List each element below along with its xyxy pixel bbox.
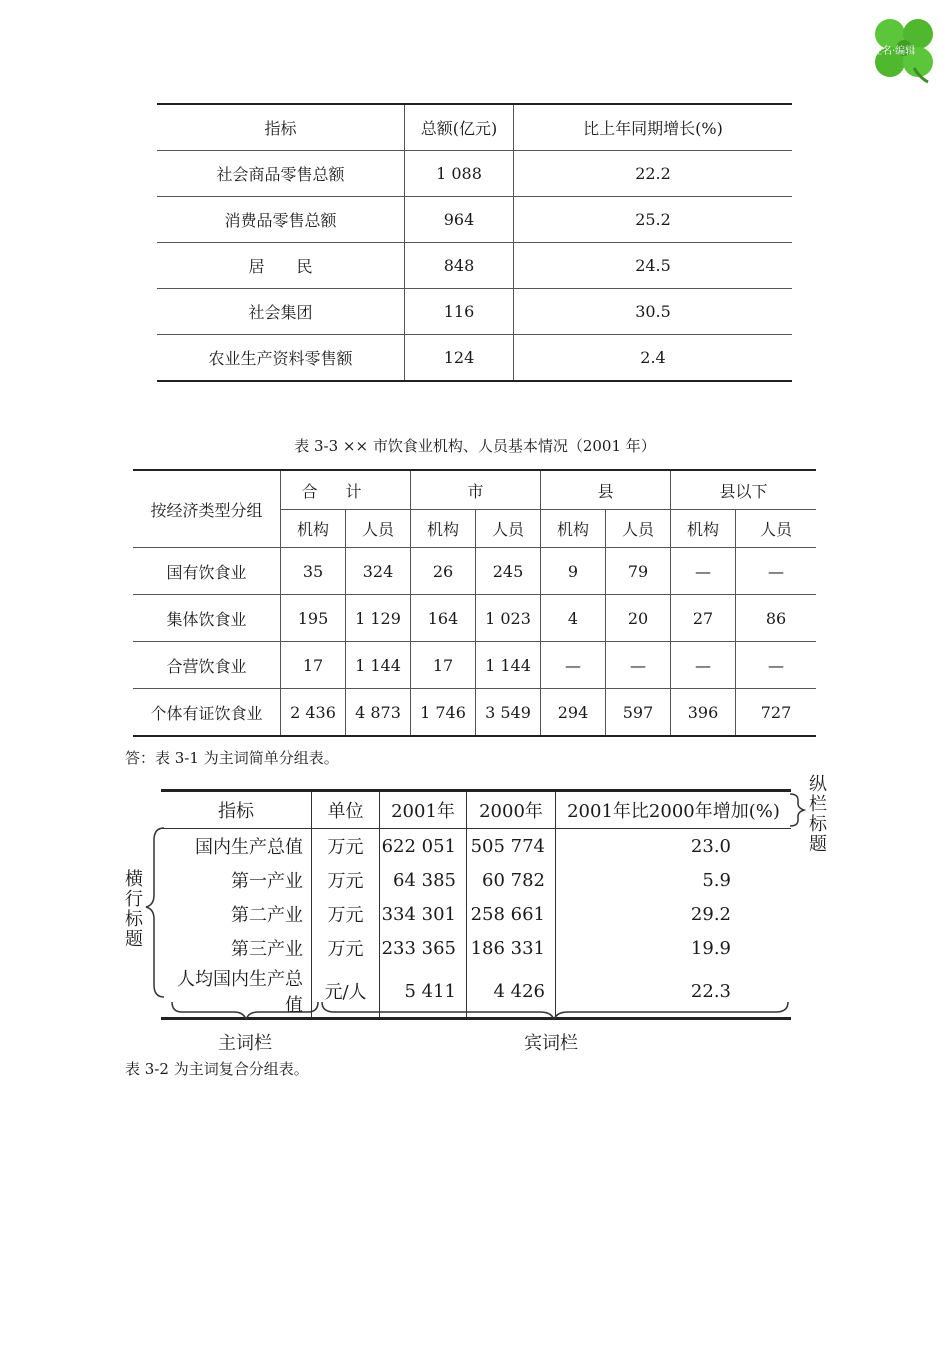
cell: 848 [405, 243, 514, 289]
group-heading: 县 [541, 470, 671, 510]
cell: 元/人 [312, 965, 380, 1019]
subject-brace [172, 1002, 318, 1020]
cell: 124 [405, 335, 514, 382]
cell: 195 [281, 595, 346, 642]
cell: 79 [606, 548, 671, 595]
cell: — [671, 642, 736, 689]
cell: 万元 [312, 863, 380, 897]
subheader: 机构 [281, 510, 346, 548]
cell: 29.2 [556, 897, 792, 931]
cell: 19.9 [556, 931, 792, 965]
cell: 505 774 [467, 829, 556, 864]
cell: 万元 [312, 897, 380, 931]
cell: 164 [411, 595, 476, 642]
subheader: 机构 [541, 510, 606, 548]
cell: 17 [411, 642, 476, 689]
row-label: 第一产业 [231, 871, 303, 892]
subheader: 机构 [411, 510, 476, 548]
cell: 26 [411, 548, 476, 595]
row-label: 居 民 [157, 243, 405, 289]
subheader: 人员 [346, 510, 411, 548]
cell: — [736, 642, 817, 689]
cell: 万元 [312, 931, 380, 965]
cell: 1 144 [476, 642, 541, 689]
header-cell: 指标 [161, 791, 312, 829]
cell: 5.9 [556, 863, 792, 897]
subheader: 人员 [736, 510, 817, 548]
cell: 30.5 [514, 289, 793, 335]
cell: 294 [541, 689, 606, 737]
cell: 186 331 [467, 931, 556, 965]
row-label: 人均国内生产总值 [177, 969, 303, 1016]
cell: 1 129 [346, 595, 411, 642]
cell: 9 [541, 548, 606, 595]
row-label: 国有饮食业 [133, 548, 281, 595]
cell: 1 746 [411, 689, 476, 737]
cell: — [671, 548, 736, 595]
cell: 17 [281, 642, 346, 689]
cell: 964 [405, 197, 514, 243]
row-label: 社会集团 [157, 289, 405, 335]
cell: — [541, 642, 606, 689]
cell: 334 301 [380, 897, 467, 931]
row-label: 第二产业 [231, 905, 303, 926]
header-cell: 指标 [157, 104, 405, 151]
column-title-label: 纵栏标题 [809, 774, 827, 855]
cell: 3 549 [476, 689, 541, 737]
cell: 622 051 [380, 829, 467, 864]
row-title-brace [146, 828, 164, 997]
watermark-text: 姓名·编辑 [872, 46, 916, 57]
cell: 1 088 [405, 151, 514, 197]
cell: 4 426 [467, 965, 556, 1019]
cell: 258 661 [467, 897, 556, 931]
subject-label: 主词栏 [218, 1033, 272, 1054]
cell: 1 144 [346, 642, 411, 689]
cell: 20 [606, 595, 671, 642]
cell: 万元 [312, 829, 380, 864]
row-label: 第三产业 [231, 939, 303, 960]
cell: 396 [671, 689, 736, 737]
cell: 22.3 [556, 965, 792, 1019]
row-label: 社会商品零售总额 [157, 151, 405, 197]
cell: 233 365 [380, 931, 467, 965]
cell: 2.4 [514, 335, 793, 382]
cell: 4 873 [346, 689, 411, 737]
header-cell: 单位 [312, 791, 380, 829]
subheader: 机构 [671, 510, 736, 548]
footer-text: 表 3-2 为主词复合分组表。 [125, 1060, 309, 1078]
cell: 24.5 [514, 243, 793, 289]
cell: 60 782 [467, 863, 556, 897]
predicate-label: 宾词栏 [524, 1033, 578, 1054]
header-cell: 总额(亿元) [405, 104, 514, 151]
column-title-brace [790, 794, 804, 826]
row-label: 集体饮食业 [133, 595, 281, 642]
cell: 5 411 [380, 965, 467, 1019]
group-heading: 合计 [281, 470, 411, 510]
predicate-brace [322, 1002, 788, 1020]
group-heading: 市 [411, 470, 541, 510]
cell: 64 385 [380, 863, 467, 897]
cell: 35 [281, 548, 346, 595]
cell: 597 [606, 689, 671, 737]
header-cell: 比上年同期增长(%) [514, 104, 793, 151]
table-caption: 表 3-3 ×× 市饮食业机构、人员基本情况（2001 年） [294, 437, 656, 455]
cell: 245 [476, 548, 541, 595]
row-label: 农业生产资料零售额 [208, 349, 353, 368]
cell: — [736, 548, 817, 595]
row-title-label: 横行标题 [125, 869, 143, 950]
group-header: 按经济类型分组 [133, 470, 281, 548]
cell: 2 436 [281, 689, 346, 737]
cell: 25.2 [514, 197, 793, 243]
cell: 86 [736, 595, 817, 642]
cell: 1 023 [476, 595, 541, 642]
cell: 22.2 [514, 151, 793, 197]
row-label: 合营饮食业 [133, 642, 281, 689]
row-label: 国内生产总值 [195, 837, 303, 858]
cell: 324 [346, 548, 411, 595]
header-cell: 2001年比2000年增加(%) [556, 791, 792, 829]
subheader: 人员 [606, 510, 671, 548]
group-heading: 县以下 [671, 470, 817, 510]
row-label: 消费品零售总额 [157, 197, 405, 243]
cell: 4 [541, 595, 606, 642]
header-cell: 2001年 [380, 791, 467, 829]
cell: — [606, 642, 671, 689]
cell: 23.0 [556, 829, 792, 864]
cell: 116 [405, 289, 514, 335]
cell: 27 [671, 595, 736, 642]
answer-text: 答：表 3-1 为主词简单分组表。 [125, 749, 339, 767]
row-label: 个体有证饮食业 [150, 703, 263, 723]
header-cell: 2000年 [467, 791, 556, 829]
cell: 727 [736, 689, 817, 737]
subheader: 人员 [476, 510, 541, 548]
